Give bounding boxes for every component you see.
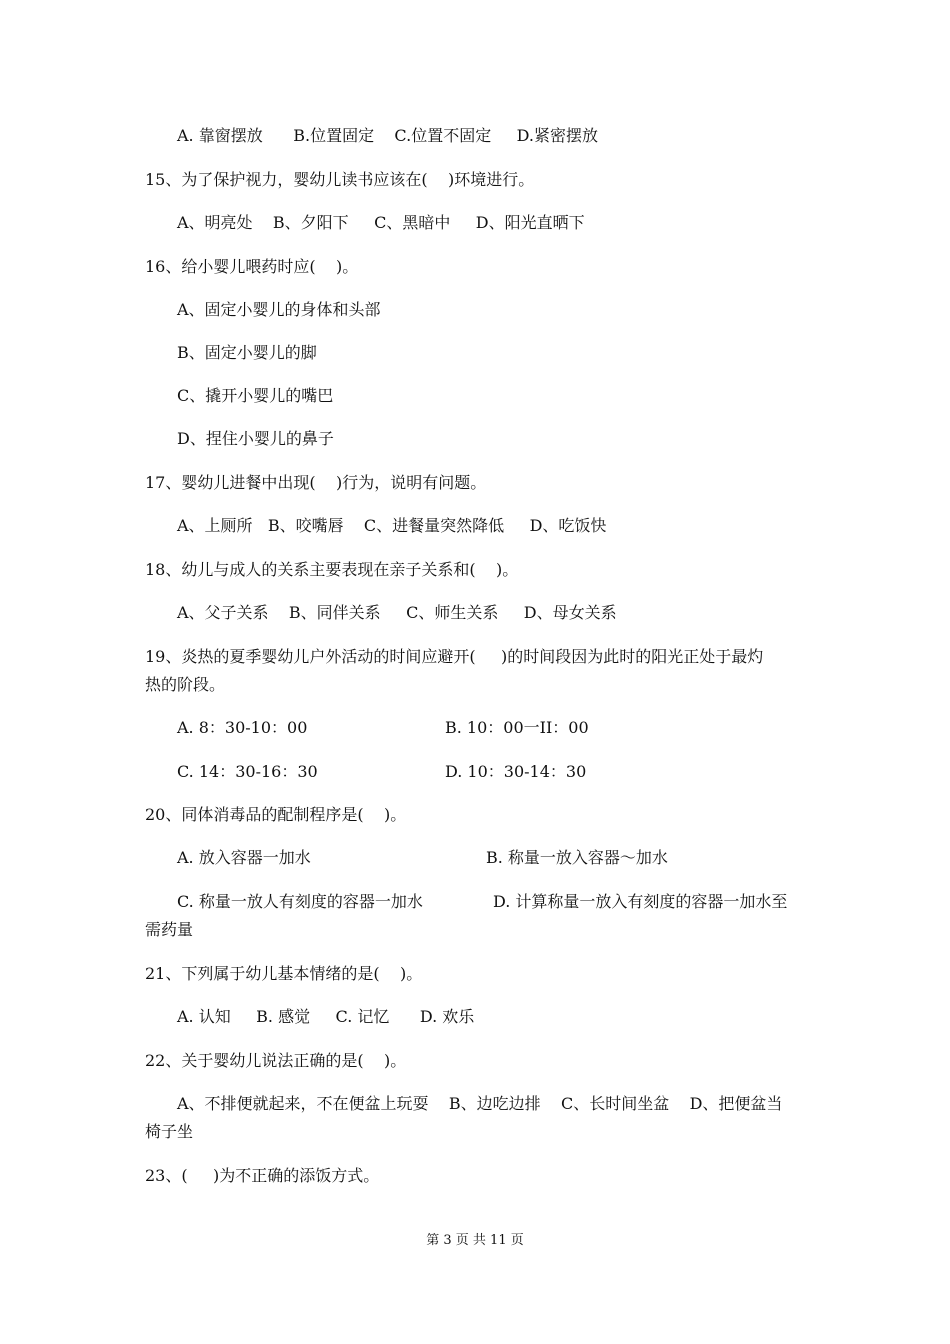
q20-option-d: D. 计算称量一放入有刻度的容器一加水至 <box>493 892 788 911</box>
q20-option-c: C. 称量一放人有刻度的容器一加水 <box>177 892 423 911</box>
q14-options: A. 靠窗摆放 B.位置固定 C.位置不固定 D.紧密摆放 <box>177 126 598 145</box>
q15-question: 15、为了保护视力，婴幼儿读书应该在( )环境进行。 <box>145 170 535 189</box>
q21-options: A. 认知 B. 感觉 C. 记忆 D. 欢乐 <box>177 1007 475 1026</box>
q16-option-a: A、固定小婴儿的身体和头部 <box>177 300 381 319</box>
q15-options: A、明亮处 B、夕阳下 C、黑暗中 D、阳光直晒下 <box>177 213 585 232</box>
q19-option-a: A. 8：30-10：00 <box>177 718 308 737</box>
q20-option-d-cont: 需药量 <box>145 920 194 939</box>
q19-question: 19、炎热的夏季婴幼儿户外活动的时间应避开( )的时间段因为此时的阳光正处于最灼 <box>145 647 764 666</box>
q18-options: A、父子关系 B、同伴关系 C、师生关系 D、母女关系 <box>177 603 617 622</box>
q22-question: 22、关于婴幼儿说法正确的是( )。 <box>145 1051 407 1070</box>
q22-options: A、不排便就起来，不在便盆上玩耍 B、边吃边排 C、长时间坐盆 D、把便盆当 <box>177 1094 783 1113</box>
q23-question: 23、( )为不正确的添饭方式。 <box>145 1166 380 1185</box>
q20-question: 20、同体消毒品的配制程序是( )。 <box>145 805 407 824</box>
q22-options-cont: 椅子坐 <box>145 1122 194 1141</box>
q21-question: 21、下列属于幼儿基本情绪的是( )。 <box>145 964 423 983</box>
q16-option-c: C、撬开小婴儿的嘴巴 <box>177 386 334 405</box>
q19-option-b: B. 10：00一II：00 <box>445 718 589 737</box>
q20-option-b: B. 称量一放入容器～加水 <box>486 848 668 867</box>
q20-option-a: A. 放入容器一加水 <box>177 848 311 867</box>
q18-question: 18、幼儿与成人的关系主要表现在亲子关系和( )。 <box>145 560 519 579</box>
q19-option-c: C. 14：30-16：30 <box>177 762 318 781</box>
q19-option-d: D. 10：30-14：30 <box>445 762 587 781</box>
q16-option-d: D、捏住小婴儿的鼻子 <box>177 429 334 448</box>
q17-question: 17、婴幼儿进餐中出现( )行为，说明有问题。 <box>145 473 487 492</box>
q19-question-cont: 热的阶段。 <box>145 675 226 694</box>
page-footer: 第 3 页 共 11 页 <box>426 1233 524 1248</box>
q16-question: 16、给小婴儿喂药时应( )。 <box>145 257 359 276</box>
q17-options: A、上厕所 B、咬嘴唇 C、进餐量突然降低 D、吃饭快 <box>177 516 607 535</box>
q16-option-b: B、固定小婴儿的脚 <box>177 343 317 362</box>
